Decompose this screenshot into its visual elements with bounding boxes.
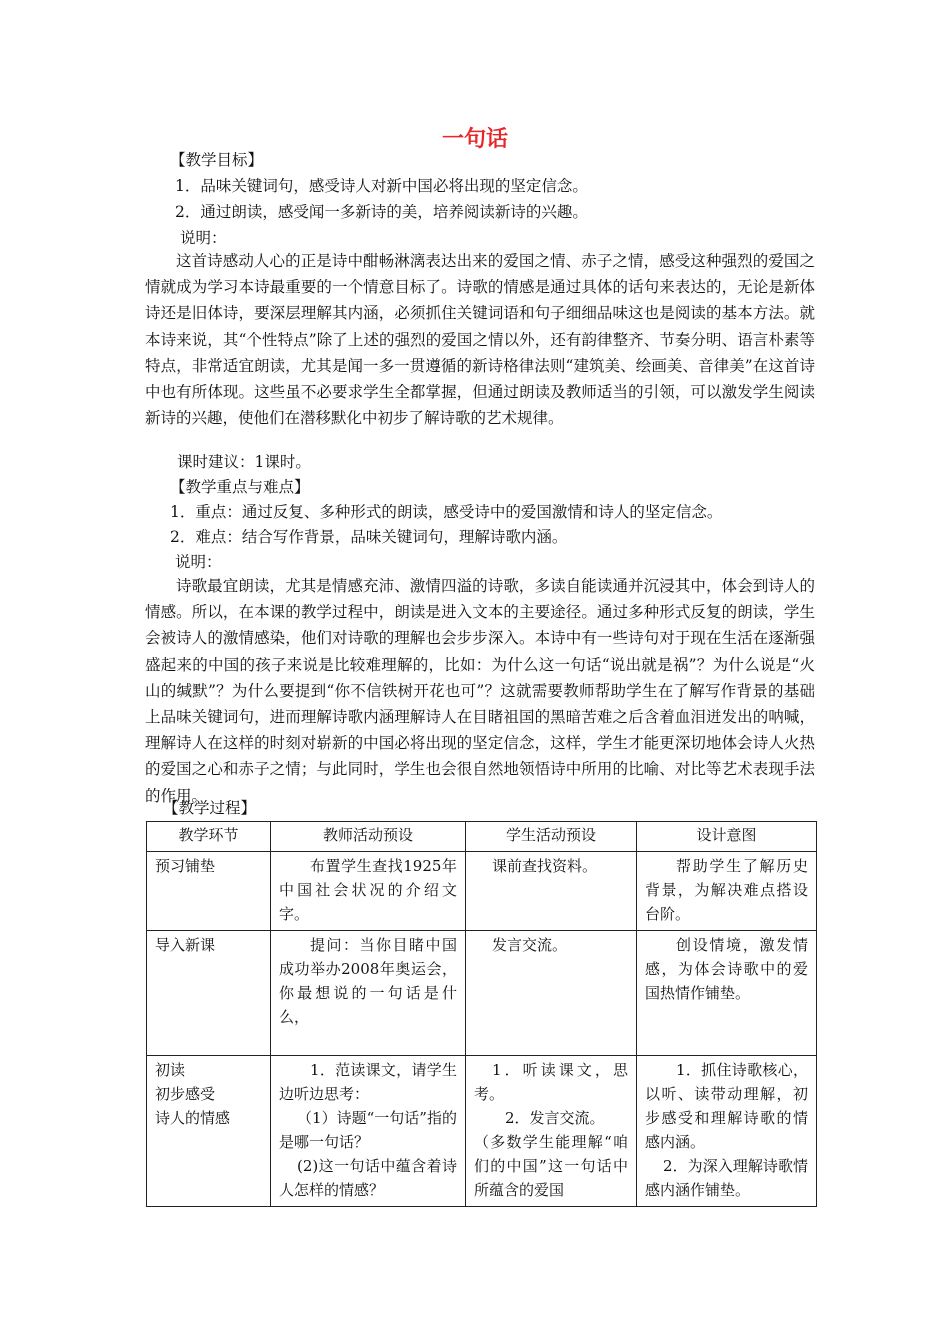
stage-text: 导入新课 — [155, 936, 216, 954]
teacher-text: 1．范读课文，请学生边听边思考： — [279, 1061, 457, 1103]
teacher-cell — [271, 931, 466, 1056]
goal-item: 1．品味关键词句，感受诗人对新中国必将出现的坚定信念。 — [175, 177, 588, 195]
focus-item: 2．难点：结合写作背景，品味关键词句，理解诗歌内涵。 — [170, 528, 568, 546]
teacher-text: （1）诗题“一句话”指的是哪一句话？ — [279, 1109, 457, 1151]
goals-note-paragraph: 这首诗感动人心的正是诗中酣畅淋漓表达出来的爱国之情、赤子之情，感受这种强烈的爱国之情就成为学习本诗最重要的一个情意目标了。诗歌的情感是通过具体的话句来表达的，无论是新体诗还是旧体诗，要深层理解其内涵，必须抓住关键词语和句子细细品味这也是阅读的基本方法。就本诗来说，其“个性特点”除了上述的强烈的爱国之情以外，还有韵律整齐、节奏分明、语言朴素等特点，非常适宜朗读，尤其是闻一多一贯遵循的新诗格律法则“建筑美、绘画美、音律美”在这首诗中也有所体现。这些虽不必要求学生全都掌握，但通过朗读及教师适当的引领，可以激发学生阅读新诗的兴趣，使他们在潜移默化中初步了解诗歌的艺术规律。 — [145, 252, 815, 428]
goals-note-label: 说明： — [180, 229, 227, 247]
stage-text: 初步感受 — [155, 1085, 216, 1103]
stage-cell — [147, 852, 271, 931]
column-header: 设计意图 — [637, 822, 817, 852]
focus-item: 1．重点：通过反复、多种形式的朗读，感受诗中的爱国激情和诗人的坚定信念。 — [170, 503, 723, 521]
table-row — [147, 1056, 817, 1207]
intent-text: 2．为深入理解诗歌情感内涵作铺垫。 — [645, 1157, 808, 1199]
intent-cell — [637, 852, 817, 931]
intent-cell — [637, 1056, 817, 1207]
teacher-cell — [271, 1056, 466, 1207]
stage-text: 诗人的情感 — [155, 1109, 231, 1127]
focus-heading: 【教学重点与难点】 — [170, 478, 310, 496]
lesson-hours: 课时建议：1课时。 — [177, 453, 311, 471]
teacher-text: (2)这一句话中蕴含着诗人怎样的情感？ — [279, 1157, 457, 1199]
column-header: 教学环节 — [147, 822, 271, 852]
teacher-text: 提问：当你目睹中国成功举办2008年奥运会，你最想说的一句话是什么， — [279, 936, 457, 1026]
table-row — [147, 931, 817, 1056]
stage-text: 初读 — [155, 1061, 186, 1079]
intent-text: 1．抓住诗歌核心，以听、读带动理解，初步感受和理解诗歌的情感内涵。 — [645, 1061, 808, 1151]
student-cell — [466, 931, 637, 1056]
column-header: 学生活动预设 — [466, 822, 637, 852]
intent-text: 创设情境，激发情感，为体会诗歌中的爱国热情作铺垫。 — [645, 936, 808, 1002]
student-text: 发言交流。 — [492, 936, 568, 954]
document-title: 一句话 — [441, 127, 508, 152]
student-cell — [466, 1056, 637, 1207]
stage-cell — [147, 1056, 271, 1207]
process-heading: 【教学过程】 — [163, 799, 257, 817]
focus-note-paragraph: 诗歌最宜朗读，尤其是情感充沛、激情四溢的诗歌，多读自能读通并沉浸其中，体会到诗人的情感。所以，在本课的教学过程中，朗读是进入文本的主要途径。通过多种形式反复的朗读，学生会被诗人的激情感染，他们对诗歌的理解也会步步深入。本诗中有一些诗句对于现在生活在逐渐强盛起来的中国的孩子来说是比较难理解的，比如：为什么这一句话“说出就是祸”？为什么说是“火山的缄默”？为什么要提到“你不信铁树开花也可”？这就需要教师帮助学生在了解写作背景的基础上品味关键词句，进而理解诗歌内涵理解诗人在目睹祖国的黑暗苦难之后含着血泪迸发出的呐喊，理解诗人在这样的时刻对崭新的中国必将出现的坚定信念，这样，学生才能更深切地体会诗人火热的爱国之心和赤子之情；与此同时，学生也会很自然地领悟诗中所用的比喻、对比等艺术表现手法的作用。 — [145, 577, 815, 805]
student-text: 2．发言交流。 — [505, 1109, 605, 1127]
stage-cell — [147, 931, 271, 1056]
table-header-row — [147, 822, 817, 852]
column-header: 教师活动预设 — [271, 822, 466, 852]
student-text: （多数学生能理解“咱们的中国”这一句话中所蕴含的爱国 — [474, 1133, 628, 1199]
teacher-cell — [271, 852, 466, 931]
process-table — [146, 821, 817, 1207]
stage-text: 预习铺垫 — [155, 857, 216, 875]
goals-heading: 【教学目标】 — [170, 151, 264, 169]
focus-note-label: 说明： — [175, 553, 222, 571]
student-cell — [466, 852, 637, 931]
intent-text: 帮助学生了解历史背景，为解决难点搭设台阶。 — [645, 857, 808, 923]
student-text: 1．听读课文，思考。 — [474, 1061, 628, 1103]
student-text: 课前查找资料。 — [492, 857, 598, 875]
intent-cell — [637, 931, 817, 1056]
goal-item: 2．通过朗读，感受闻一多新诗的美，培养阅读新诗的兴趣。 — [175, 203, 588, 221]
teacher-text: 布置学生查找1925年中国社会状况的介绍文字。 — [279, 857, 457, 923]
table-row — [147, 852, 817, 931]
